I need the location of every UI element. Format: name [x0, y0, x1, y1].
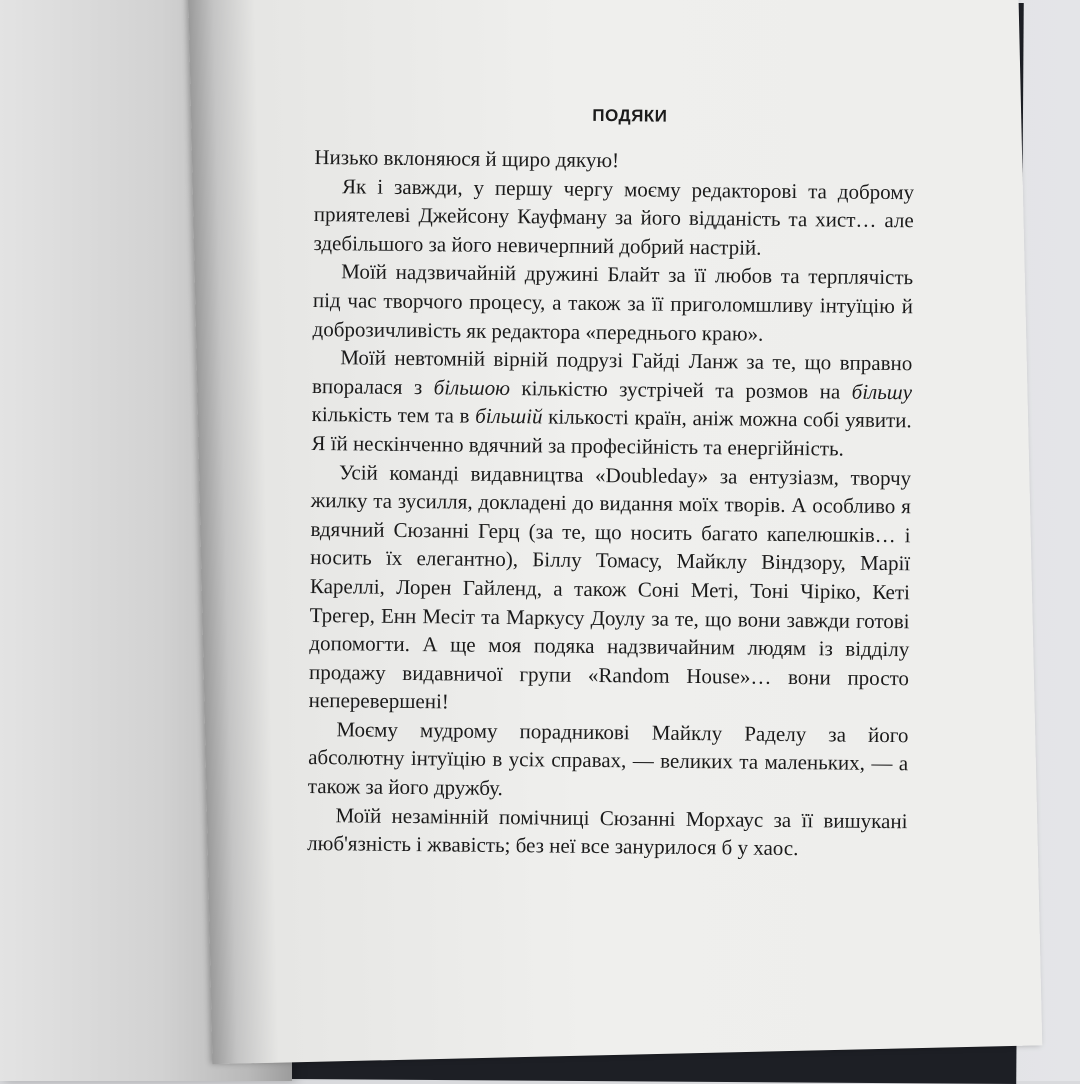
paragraph-4: Моїй невтомній вірній подрузі Гайді Ланж за те, що вправно впоралася з більшою кількістю зустрічей та розмов на більшу кількість тем та в більшій кількості країн, аніж можна собі уявити. Я їй нескінченно вдячний за професійність та енергійність.: [311, 345, 913, 461]
page-text: [307, 103, 915, 864]
page-heading: ПОДЯКИ: [592, 105, 668, 126]
paragraph-7: Моїй незамінній помічниці Сюзанні Морхаус за її вишукані люб'язність і жвавість; без неї все занурилося б у хаос.: [307, 802, 908, 861]
paragraph-5: Усій команді видавництва «Doubleday» за ентузіазм, творчу жилку та зусилля, докладені до видання моїх творів. А особливо я вдячний Сюзанні Герц (за те, що носить багато капелюшків… і носить їх елегантно), Біллу Томасу, Майклу Віндзору, Марії Кареллі, Лорен Гайленд, а також Соні Меті, Тоні Чіріко, Кеті Трегер, Енн Месіт та Маркусу Доулу за те, що вони завжди готові допомогти. А ще моя подяка надзвичайним людям із відділу продажу видавничої групи «Random House»… вони просто неперевершені!: [308, 459, 912, 714]
paragraph-2: Як і завжди, у першу чергу моєму редакторові та доброму приятелеві Джейсону Кауфману за його відданість та хист… але здебільшого за його невичерпний добрий настрій.: [313, 173, 915, 260]
emphasized-word: більшій: [475, 404, 543, 429]
paragraph-1: Низько вклоняюся й щиро дякую!: [314, 144, 620, 173]
paragraph-3: Моїй надзвичайній дружині Блайт за її любов та терплячість під час творчого процесу, а також за її приголомшливу інтуїцію й доброзичливість як редактора «переднього краю».: [312, 259, 914, 346]
paragraph-6: Моєму мудрому порадникові Майклу Раделу за його абсолютну інтуїцію в усіх справах, — великих та маленьких, — а також за його дружбу.: [307, 717, 909, 801]
emphasized-word: більшою: [433, 375, 511, 400]
emphasized-word: більшу: [851, 379, 913, 405]
